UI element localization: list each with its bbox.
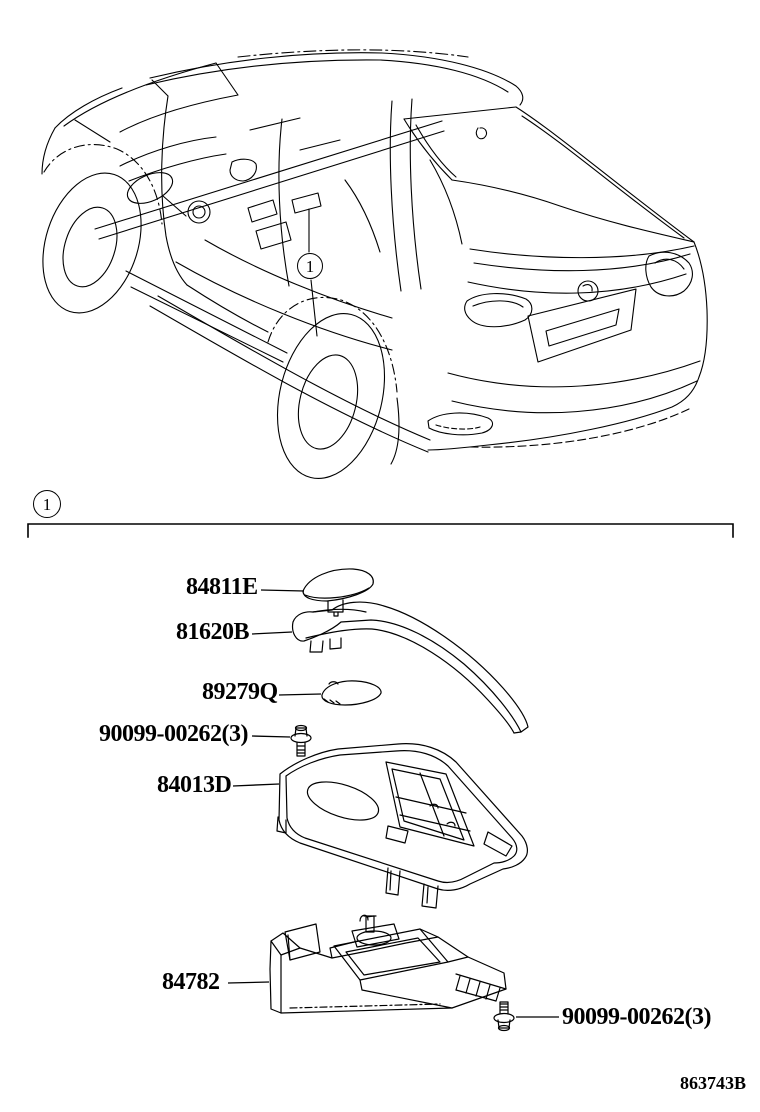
- screw-lower-drawing: [494, 1002, 514, 1031]
- part-label-screw-lower[interactable]: 90099-00262(3): [562, 1004, 711, 1030]
- screw-upper-drawing: [291, 726, 311, 757]
- part-84782-drawing: [270, 916, 506, 1013]
- callout-1-section-number: 1: [42, 494, 52, 514]
- part-label-81620b[interactable]: 81620B: [176, 619, 250, 645]
- drawing-code: 863743B: [680, 1073, 747, 1093]
- part-84013d-drawing: [277, 744, 527, 921]
- part-label-84013d[interactable]: 84013D: [157, 772, 232, 798]
- part-label-screw-upper[interactable]: 90099-00262(3): [99, 721, 248, 747]
- callout-1-section[interactable]: [33, 490, 61, 518]
- vehicle-illustration: [26, 50, 707, 490]
- leader-lines: [228, 590, 559, 1017]
- callout-1-on-vehicle[interactable]: [297, 253, 323, 279]
- callout-1-number: 1: [305, 256, 315, 276]
- part-label-84811e[interactable]: 84811E: [186, 574, 258, 600]
- exploded-view: [270, 569, 528, 1031]
- part-81620b-drawing: [293, 602, 528, 733]
- part-89279q-drawing: [322, 681, 381, 705]
- part-label-89279q[interactable]: 89279Q: [202, 679, 278, 705]
- section-bracket: [28, 524, 733, 537]
- part-label-84782[interactable]: 84782: [162, 969, 220, 995]
